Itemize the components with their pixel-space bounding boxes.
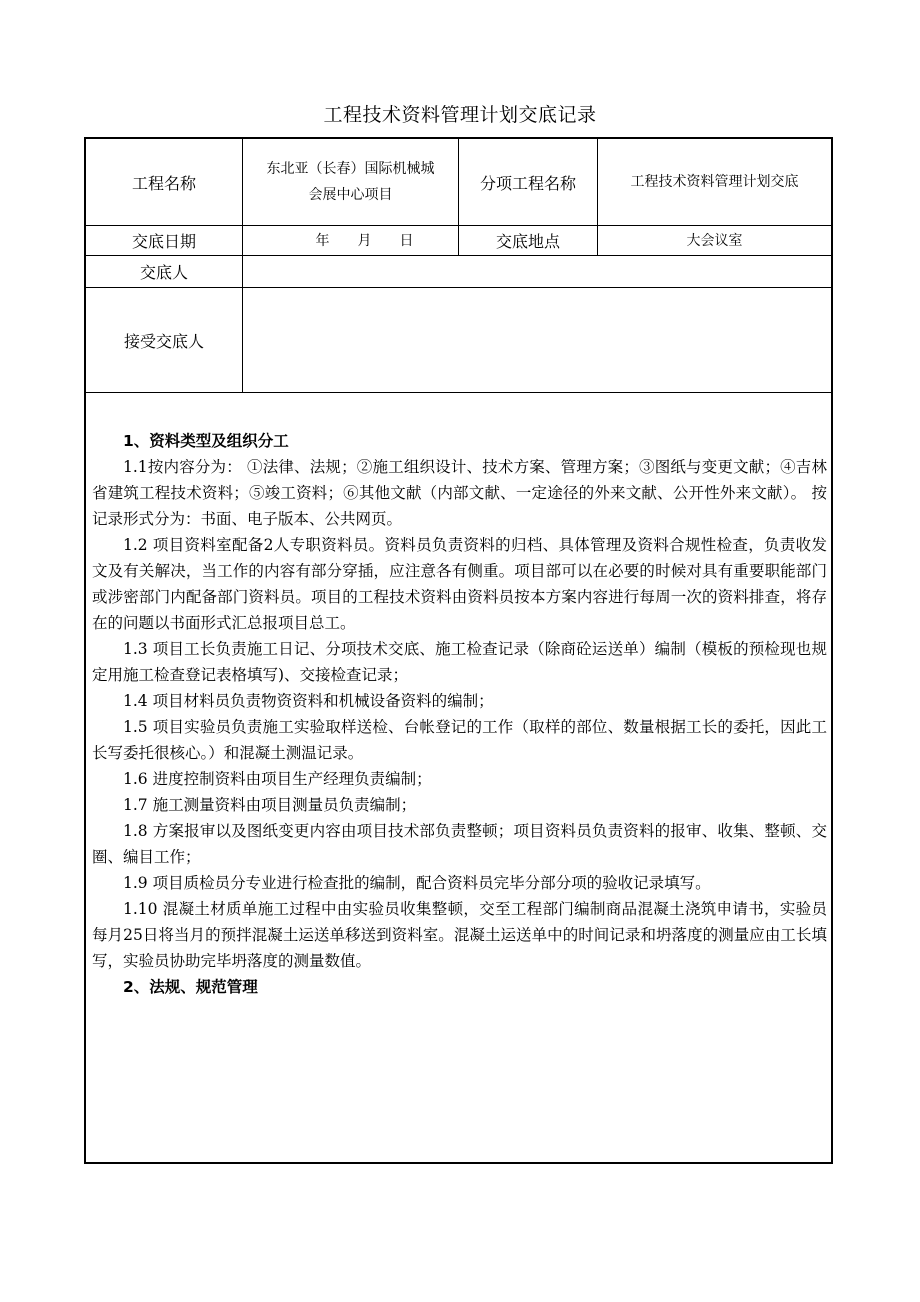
row-divider — [86, 392, 831, 393]
paragraph: 1.1按内容分为： ①法律、法规；②施工组织设计、技术方案、管理方案；③图纸与变更文献；④吉林省建筑工程技术资料；⑤竣工资料；⑥其他文献（内部文献、一定途径的外来文献、公开性外来文献）。 按记录形式分为：书面、电子版本、公共网页。 — [92, 458, 827, 528]
location-label: 交底地点 — [495, 232, 560, 251]
paragraph: 1.5 项目实验员负责施工实验取样送检、台帐登记的工作（取样的部位、数量根据工长的委托，因此工长写委托很核心。）和混凝土测温记录。 — [92, 718, 827, 762]
project-name-value: 东北亚（长春）国际机械城会展中心项目 — [266, 161, 435, 203]
date-label: 交底日期 — [131, 232, 196, 251]
document-title: 工程技术资料管理计划交底记录 — [323, 104, 597, 126]
paragraph: 1.9 项目质检员分专业进行检查批的编制，配合资料员完毕分部分项的验收记录填写。 — [123, 874, 711, 892]
project-name-label: 工程名称 — [131, 173, 196, 193]
date-value: 年 月 日 — [315, 232, 414, 249]
receiver-value — [243, 288, 831, 392]
section-heading: 2、法规、规范管理 — [123, 978, 258, 996]
paragraph: 1.4 项目材料员负责物资资料和机械设备资料的编制； — [123, 692, 494, 710]
paragraph: 1.8 方案报审以及图纸变更内容由项目技术部负责整顿；项目资料员负责资料的报审、收集、整顿、交圈、编目工作； — [92, 822, 827, 866]
paragraph: 1.3 项目工长负责施工日记、分项技术交底、施工检查记录（除商砼运送单）编制（模板的预检现也规定用施工检查登记表格填写)、交接检查记录； — [92, 640, 827, 684]
presenter-value — [243, 256, 831, 287]
section-heading: 1、资料类型及组织分工 — [123, 432, 289, 450]
paragraph: 1.10 混凝土材质单施工过程中由实验员收集整顿，交至工程部门编制商品混凝土浇筑申请书，实验员每月25日将当月的预拌混凝土运送单移送到资料室。混凝土运送单中的时间记录和坍落度的测量应由工长填写，实验员协助完毕坍落度的测量数值。 — [92, 900, 827, 970]
presenter-label: 交底人 — [139, 263, 188, 282]
location-value: 大会议室 — [686, 232, 743, 249]
receiver-label: 接受交底人 — [123, 331, 204, 351]
sub-project-value: 工程技术资料管理计划交底 — [630, 174, 799, 190]
sub-project-label: 分项工程名称 — [479, 173, 576, 193]
paragraph: 1.6 进度控制资料由项目生产经理负责编制； — [123, 770, 432, 788]
paragraph: 1.2 项目资料室配备2人专职资料员。资料员负责资料的归档、具体管理及资料合规性检查，负责收发文及有关解决，当工作的内容有部分穿插，应注意各有侧重。项目部可以在必要的时候对具有重要职能部门或涉密部门内配备部门资料员。项目的工程技术资料由资料员按本方案内容进行每周一次的资料排查，将存在的问题以书面形式汇总报项目总工。 — [92, 536, 827, 632]
content-body — [92, 428, 827, 1000]
paragraph: 1.7 施工测量资料由项目测量员负责编制； — [123, 796, 417, 814]
